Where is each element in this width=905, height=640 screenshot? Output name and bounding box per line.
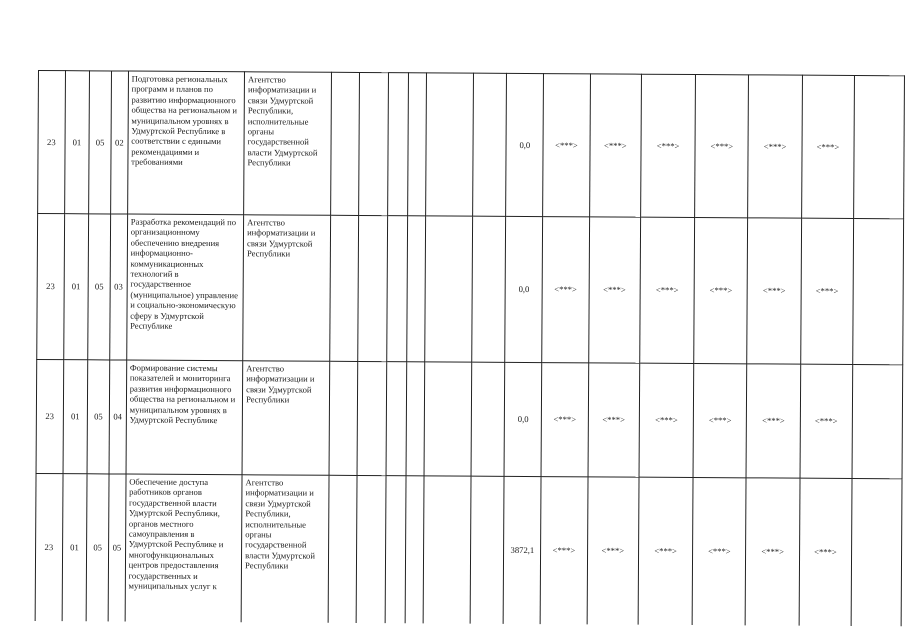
table-row — [36, 359, 903, 478]
table-row — [37, 214, 904, 365]
executor-cell: Агентство информатизации и связи Удмуртской Республики, исполнительные органы государственной власти Удмуртской Республики — [244, 72, 331, 216]
year-value-cell: <***> — [800, 218, 853, 364]
om-code-cell: 05 — [88, 214, 111, 360]
om-code-cell: 05 — [87, 360, 109, 474]
measure-name-cell: Разработка рекомендаций по организационному обеспечению внедрения информационно-коммуникационных технологий в государственное (муниципальное) управление и социально-экономическую сферу в Удмуртской Республике — [126, 214, 243, 361]
year-value-cell: <***> — [695, 75, 749, 218]
empty-cell — [358, 215, 388, 361]
gp-code-cell: 23 — [36, 359, 63, 473]
measure-name-cell: Обеспечение доступа работников органов государственной власти Удмуртской Республики, органов местного самоуправления в Удмуртской Республике и многофункциональных центров предоставления государственных и муниципальных услуг к — [125, 474, 242, 622]
om-code-cell: 05 — [89, 71, 112, 214]
empty-cell — [407, 73, 426, 216]
empty-cell — [357, 361, 387, 475]
empty-cell — [472, 216, 506, 362]
m-code-cell: 05 — [108, 474, 126, 621]
year-value-cell: <***> — [541, 363, 588, 477]
year-value-cell: <***> — [801, 75, 854, 218]
year-value-cell: <***> — [638, 477, 693, 624]
year-value-cell: <***> — [588, 217, 640, 363]
year-value-cell: <***> — [543, 74, 590, 217]
year-value-cell: <***> — [747, 218, 801, 364]
year-value-cell: <***> — [589, 74, 641, 217]
empty-cell — [407, 216, 426, 362]
gp-code-cell: 23 — [38, 71, 65, 214]
empty-cell — [426, 73, 474, 216]
year-value-cell: <***> — [587, 477, 639, 624]
empty-cell — [385, 476, 405, 623]
empty-cell — [329, 361, 358, 475]
empty-cell — [852, 364, 903, 478]
year-value-cell: <***> — [800, 364, 853, 478]
empty-cell — [406, 362, 425, 476]
empty-cell — [851, 478, 902, 625]
budget-table — [35, 70, 905, 626]
executor-cell: Агентство информатизации и связи Удмуртской Республики — [242, 361, 329, 476]
gp-code-cell: 23 — [37, 214, 64, 360]
empty-cell — [424, 362, 472, 476]
empty-cell — [388, 73, 408, 216]
empty-cell — [359, 72, 389, 215]
empty-cell — [356, 475, 386, 622]
total-cell: 0,0 — [506, 73, 544, 216]
empty-cell — [854, 75, 905, 218]
empty-cell — [471, 362, 505, 476]
year-value-cell: <***> — [641, 74, 696, 217]
m-code-cell: 02 — [111, 71, 129, 214]
year-value-cell: <***> — [746, 478, 800, 625]
empty-cell — [424, 476, 472, 623]
year-value-cell: <***> — [588, 363, 640, 477]
table-row — [38, 71, 905, 219]
year-value-cell: <***> — [748, 75, 802, 218]
pp-code-cell: 01 — [64, 71, 89, 214]
total-cell: 0,0 — [504, 362, 541, 476]
measure-name-cell: Подготовка региональных программ и планов по развитию информационного общества на региональном и муниципальном уровнях в Удмуртской Республике в соответствии с едиными рекомендациями и требованиями — [127, 71, 244, 215]
m-code-cell: 04 — [109, 360, 127, 474]
year-value-cell: <***> — [693, 364, 747, 478]
year-value-cell: <***> — [746, 364, 800, 478]
empty-cell — [329, 215, 358, 361]
year-value-cell: <***> — [540, 477, 587, 624]
empty-cell — [405, 476, 424, 623]
executor-cell: Агентство информатизации и связи Удмуртской Республики, исполнительные органы государственной власти Удмуртской Республики — [241, 475, 328, 623]
year-value-cell: <***> — [694, 218, 748, 364]
empty-cell — [425, 216, 473, 362]
year-value-cell: <***> — [542, 217, 589, 363]
empty-cell — [330, 72, 359, 215]
empty-cell — [473, 73, 507, 216]
total-cell: 0,0 — [505, 216, 543, 362]
m-code-cell: 03 — [110, 214, 128, 360]
pp-code-cell: 01 — [63, 360, 88, 474]
year-value-cell: <***> — [640, 217, 695, 363]
table-row — [35, 473, 902, 625]
empty-cell — [386, 362, 406, 476]
empty-cell — [470, 476, 504, 623]
executor-cell: Агентство информатизации и связи Удмуртской Республики — [243, 215, 330, 362]
om-code-cell: 05 — [86, 474, 109, 621]
empty-cell — [387, 216, 407, 362]
empty-cell — [328, 475, 357, 622]
year-value-cell: <***> — [692, 478, 746, 625]
measure-name-cell: Формирование системы показателей и мониторинга развития информационного общества на региональном и муниципальном уровнях в Удмуртской Республике — [126, 360, 243, 475]
gp-code-cell: 23 — [35, 473, 62, 620]
pp-code-cell: 01 — [63, 214, 89, 360]
year-value-cell: <***> — [799, 478, 852, 625]
total-cell: 3872,1 — [504, 476, 542, 623]
year-value-cell: <***> — [639, 363, 694, 477]
empty-cell — [853, 218, 904, 364]
pp-code-cell: 01 — [62, 474, 88, 621]
